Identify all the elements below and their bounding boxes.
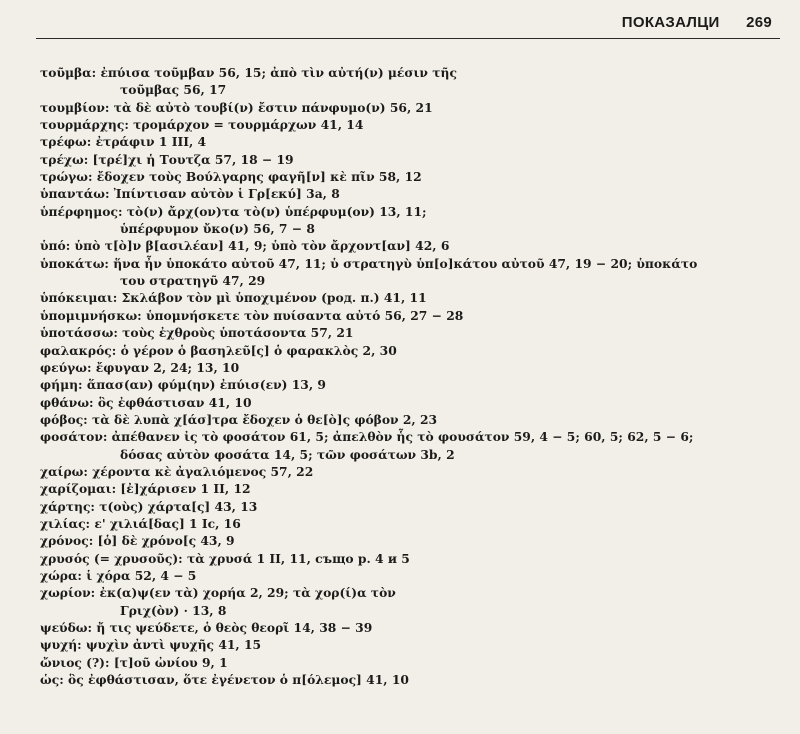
entry-line: χιλίας: ε' χιλιά[δας] 1 Ic, 16 xyxy=(40,515,241,531)
index-entry xyxy=(40,376,780,393)
index-entry xyxy=(40,411,780,428)
index-entry xyxy=(40,255,780,290)
entry-line: ὑπό: ὑπὸ τ[ὸ]ν β[ασιλέαν] 41, 9; ὑπὸ τὸν ἄρχοντ[αν] 42, 6 xyxy=(40,238,450,254)
index-entry xyxy=(40,359,780,376)
index-entry xyxy=(40,185,780,202)
index-entry xyxy=(40,342,780,359)
index-entry xyxy=(40,463,780,480)
entry-line: ὑπομιμνήσκω: ὑπομνήσκετε τὸν πυίσαντα αὐτό 56, 27 − 28 xyxy=(40,307,464,323)
entry-line: ὑπέρφημος: τὸ(ν) ἄρχ(ον)τα τὸ(ν) ὑπέρφυμ(ον) 13, 11; xyxy=(40,203,427,219)
entry-line: ψυχή: ψυχὶν ἀντὶ ψυχῆς 41, 15 xyxy=(40,637,262,653)
index-entries xyxy=(40,64,780,688)
index-entry xyxy=(40,151,780,168)
entry-line: ψεύδω: ἤ τις ψεύδετε, ὁ θεὸς θεορῖ 14, 38 − 39 xyxy=(40,620,373,635)
index-entry xyxy=(40,99,780,116)
entry-line: ὑποκάτω: ἥνα ἦν ὑποκάτο αὐτοῦ 47, 11; ὑ στρατηγὺ ὑπ[ο]κάτου αὐτοῦ 47, 19 − 20; ὑποκάτο xyxy=(40,255,698,271)
index-entry xyxy=(40,567,780,584)
index-entry xyxy=(40,480,780,497)
entry-line: ὑποτάσσω: τοὺς ἐχθροὺς ὑποτάσοντα 57, 21 xyxy=(40,325,354,341)
index-entry xyxy=(40,116,780,133)
entry-line: χαίρω: χέροντα κὲ ἀγαλιόμενος 57, 22 xyxy=(40,463,314,479)
index-entry xyxy=(40,532,780,549)
entry-line: τουμβίον: τὰ δὲ αὐτὸ τουβί(ν) ἔστιν πάνφυμο(ν) 56, 21 xyxy=(40,99,433,115)
index-entry xyxy=(40,64,780,99)
entry-line: φόβος: τὰ δὲ λυπὰ χ[άσ]τρα ἔδοχεν ὁ θε[ὸ]ς φόβον 2, 23 xyxy=(40,411,438,427)
index-entry xyxy=(40,133,780,150)
index-entry xyxy=(40,324,780,341)
running-header xyxy=(0,14,772,31)
entry-line: χαρίζομαι: [ἐ]χάρισεν 1 II, 12 xyxy=(40,481,251,497)
entry-line: χωρίον: ἐκ(α)ψ(εν τὰ) χορήα 2, 29; τὰ χορ(ί)α τὸν xyxy=(40,585,396,601)
index-entry xyxy=(40,203,780,238)
index-entry xyxy=(40,671,780,688)
section-title: ПОКАЗАЛЦИ xyxy=(621,14,720,31)
entry-line: τουρμάρχης: τρομάρχον = τουρμάρχων 41, 14 xyxy=(40,117,364,133)
entry-line: τρέχω: [τρέ]χι ἡ Τουτζα 57, 18 − 19 xyxy=(40,151,294,167)
entry-line: ὤνιος (?): [τ]οῦ ὠνίου 9, 1 xyxy=(40,654,228,670)
index-entry xyxy=(40,168,780,185)
entry-continuation-line: του στρατηγῦ 47, 29 xyxy=(120,273,266,289)
entry-continuation-line: τοῦμβας 56, 17 xyxy=(120,82,227,98)
index-entry xyxy=(40,584,780,619)
index-entry xyxy=(40,654,780,671)
index-entry xyxy=(40,619,780,636)
entry-line: ὑπαντάω: Ἰπίντισαν αὐτὸν ἱ Γρ[εκύ] 3a, 8 xyxy=(40,186,340,202)
entry-line: φθάνω: ὃς ἐφθάστισαν 41, 10 xyxy=(40,394,252,410)
entry-line: φεύγω: ἔφυγαν 2, 24; 13, 10 xyxy=(40,359,240,375)
entry-line: τρώγω: ἔδοχεν τοὺς Βούλγαρης φαγῆ[ν] κὲ πῖν 58, 12 xyxy=(40,169,422,185)
entry-line: χώρα: ἱ χόρα 52, 4 − 5 xyxy=(40,567,197,583)
entry-line: χάρτης: τ(οὺς) χάρτα[ς] 43, 13 xyxy=(40,498,258,514)
entry-line: χρόνος: [ὁ] δὲ χρόνο[ς 43, 9 xyxy=(40,533,235,549)
entry-line: τοῦμβα: ἐπύισα τοῦμβαν 56, 15; ἀπὸ τὶν αὐτή(ν) μέσιν τῆς xyxy=(40,65,457,80)
entry-line: χρυσός (= χρυσοῦς): τὰ χρυσά 1 II, 11, също р. 4 и 5 xyxy=(40,550,410,566)
page-number: 269 xyxy=(746,14,772,31)
entry-continuation-line: ὑπέρφυμον ὔκο(ν) 56, 7 − 8 xyxy=(120,221,315,237)
index-entry xyxy=(40,237,780,254)
index-entry xyxy=(40,289,780,306)
entry-line: ὡς: ὃς ἐφθάστισαν, ὅτε ἐγένετον ὁ π[όλεμος] 41, 10 xyxy=(40,672,409,688)
entry-line: τρέφω: ἐτράφιν 1 III, 4 xyxy=(40,134,207,150)
index-entry xyxy=(40,394,780,411)
index-entry xyxy=(40,550,780,567)
entry-continuation-line: Γριχ(ὸν) · 13, 8 xyxy=(120,602,227,618)
entry-line: φοσάτον: ἀπέθανεν ἰς τὸ φοσάτον 61, 5; ἀπελθὸν ἧς τὸ φουσάτον 59, 4 − 5; 60, 5; 62, 5 − 6; xyxy=(40,429,694,445)
index-entry xyxy=(40,515,780,532)
entry-line: φήμη: ἅπασ(αν) φύμ(ην) ἐπύισ(εν) 13, 9 xyxy=(40,377,326,393)
index-entry xyxy=(40,428,780,463)
header-rule xyxy=(36,38,780,39)
index-entry xyxy=(40,498,780,515)
entry-continuation-line: δόσας αὐτὸν φοσάτα 14, 5; τῶν φοσάτων 3b, 2 xyxy=(120,446,455,462)
index-entry xyxy=(40,307,780,324)
entry-line: ὑπόκειμαι: Σκλάβον τὸν μὶ ὑποχιμένον (род. п.) 41, 11 xyxy=(40,290,427,306)
index-entry xyxy=(40,636,780,653)
entry-line: φαλακρός: ὁ γέρον ὁ βασηλεῦ[ς] ὁ φαρακλὸς 2, 30 xyxy=(40,342,397,358)
